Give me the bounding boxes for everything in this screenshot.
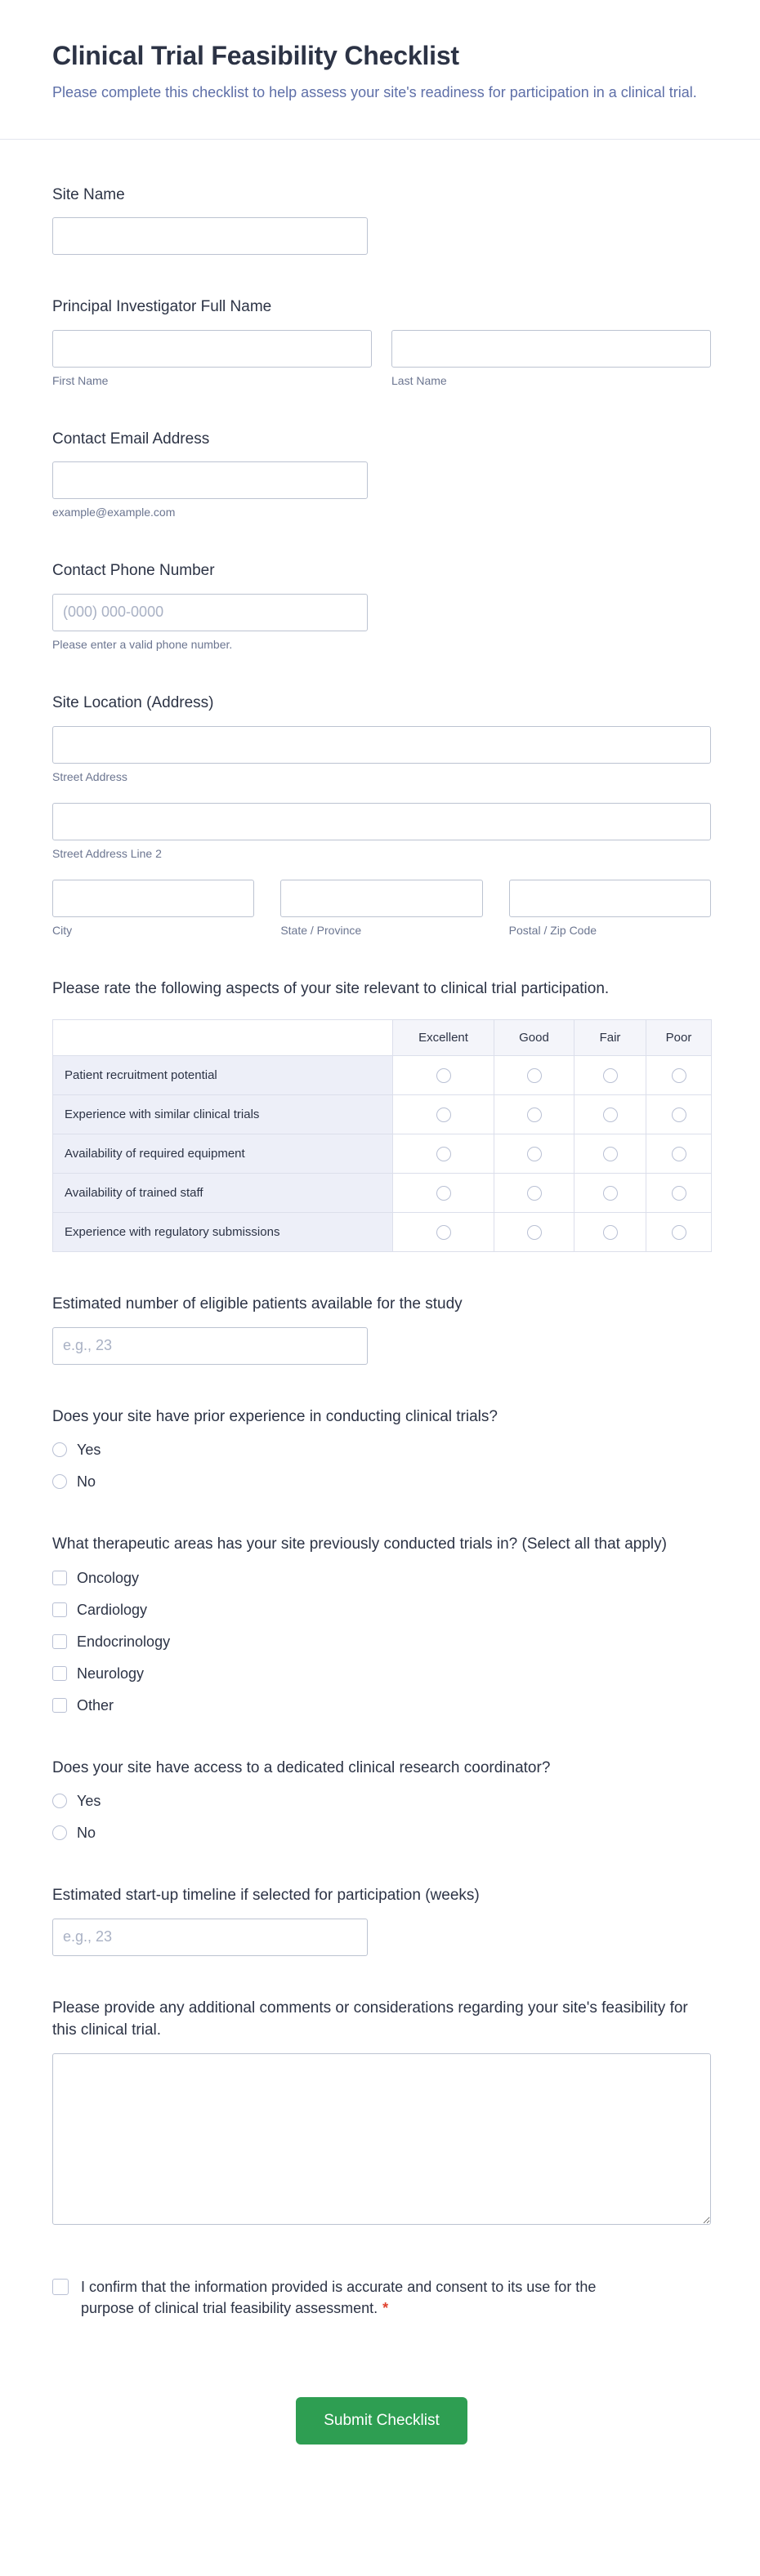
endocrinology-checkbox[interactable] <box>52 1634 67 1649</box>
matrix-radio-equipment-good[interactable] <box>527 1147 542 1161</box>
site-name-label: Site Name <box>52 185 125 203</box>
matrix-radio-equipment-excellent[interactable] <box>436 1147 451 1161</box>
street-address2-input[interactable] <box>52 803 711 840</box>
prior-experience-label: Does your site have prior experience in conducting clinical trials? <box>52 1407 498 1425</box>
field-eligible-patients <box>52 1293 711 1365</box>
option-label: Yes <box>77 1793 101 1810</box>
email-sublabel: example@example.com <box>52 506 176 519</box>
option-label: No <box>77 1825 96 1842</box>
consent-text <box>81 2276 608 2319</box>
comments-label: Please provide any additional comments or considerations regarding your site's feasibility for this clinical trial. <box>52 1999 688 2039</box>
matrix-label: Please rate the following aspects of your site relevant to clinical trial participation. <box>52 979 610 997</box>
matrix-radio-regulatory-poor[interactable] <box>672 1225 686 1240</box>
pi-name-label: Principal Investigator Full Name <box>52 298 272 316</box>
matrix-corner-cell <box>53 1020 393 1056</box>
matrix-radio-staff-good[interactable] <box>527 1186 542 1201</box>
cardiology-checkbox[interactable] <box>52 1602 67 1617</box>
email-input[interactable] <box>52 461 368 499</box>
neurology-checkbox[interactable] <box>52 1666 67 1681</box>
option-label: Endocrinology <box>77 1633 171 1650</box>
matrix-radio-regulatory-excellent[interactable] <box>436 1225 451 1240</box>
form-subtitle: Please complete this checklist to help assess your site's readiness for participation in a clinical trial. <box>52 84 697 100</box>
form-header <box>0 0 760 139</box>
therapeutic-option-neurology[interactable] <box>52 1663 711 1684</box>
eligible-patients-input[interactable] <box>52 1327 368 1365</box>
prior-experience-option-yes[interactable] <box>52 1439 711 1460</box>
option-label: Oncology <box>77 1569 140 1586</box>
coordinator-option-no[interactable] <box>52 1822 711 1843</box>
option-label: Other <box>77 1696 114 1714</box>
field-pi-name <box>52 296 711 387</box>
matrix-radio-recruitment-excellent[interactable] <box>436 1068 451 1083</box>
startup-timeline-input[interactable] <box>52 1919 368 1956</box>
matrix-row-equipment <box>53 1134 712 1174</box>
matrix-row-staff <box>53 1174 712 1213</box>
matrix-radio-similar-good[interactable] <box>527 1108 542 1122</box>
field-comments <box>52 1997 711 2229</box>
matrix-col-header-excellent: Excellent <box>393 1020 494 1056</box>
matrix-radio-regulatory-fair[interactable] <box>603 1225 618 1240</box>
page-title: Clinical Trial Feasibility Checklist <box>52 41 459 70</box>
street-address2-sublabel: Street Address Line 2 <box>52 846 162 860</box>
coordinator-option-yes[interactable] <box>52 1790 711 1812</box>
state-sublabel: State / Province <box>280 923 362 937</box>
option-label: No <box>77 1473 96 1491</box>
field-address <box>52 692 711 937</box>
option-label: Neurology <box>77 1665 145 1682</box>
therapeutic-areas-label: What therapeutic areas has your site previously conducted trials in? (Select all that apply) <box>52 1535 667 1553</box>
eligible-patients-label: Estimated number of eligible patients available for the study <box>52 1295 463 1313</box>
site-name-input[interactable] <box>52 217 368 255</box>
pi-last-name-sublabel: Last Name <box>391 373 447 387</box>
address-label: Site Location (Address) <box>52 693 214 711</box>
zip-sublabel: Postal / Zip Code <box>508 923 597 937</box>
therapeutic-option-oncology[interactable] <box>52 1567 711 1589</box>
matrix-radio-staff-excellent[interactable] <box>436 1186 451 1201</box>
coordinator-label: Does your site have access to a dedicated clinical research coordinator? <box>52 1758 551 1776</box>
matrix-row-label: Availability of required equipment <box>53 1134 393 1174</box>
phone-input[interactable] <box>52 594 368 631</box>
matrix-row-similar-trials <box>53 1095 712 1134</box>
startup-timeline-label: Estimated start-up timeline if selected for participation (weeks) <box>52 1887 480 1905</box>
matrix-radio-similar-poor[interactable] <box>672 1108 686 1122</box>
state-input[interactable] <box>280 880 482 917</box>
street-address-sublabel: Street Address <box>52 769 127 783</box>
therapeutic-option-cardiology[interactable] <box>52 1599 711 1620</box>
therapeutic-option-other[interactable] <box>52 1695 711 1716</box>
matrix-row-label: Experience with regulatory submissions <box>53 1213 393 1252</box>
consent-checkbox[interactable] <box>52 2279 69 2295</box>
field-email <box>52 428 711 519</box>
field-startup-timeline <box>52 1884 711 1956</box>
therapeutic-option-endocrinology[interactable] <box>52 1631 711 1652</box>
matrix-radio-similar-excellent[interactable] <box>436 1108 451 1122</box>
rating-matrix-table <box>52 1019 712 1252</box>
zip-input[interactable] <box>509 880 711 917</box>
street-address-input[interactable] <box>52 726 711 764</box>
required-asterisk: * <box>382 2300 389 2316</box>
matrix-radio-equipment-fair[interactable] <box>603 1147 618 1161</box>
city-input[interactable] <box>52 880 254 917</box>
option-label: Cardiology <box>77 1601 148 1618</box>
submit-button[interactable]: Submit Checklist <box>296 2397 467 2445</box>
city-sublabel: City <box>52 923 73 937</box>
field-therapeutic-areas <box>52 1533 711 1716</box>
matrix-row-recruitment <box>53 1056 712 1095</box>
form-body <box>0 140 760 2502</box>
matrix-col-header-fair: Fair <box>574 1020 646 1056</box>
matrix-col-header-good: Good <box>494 1020 574 1056</box>
field-prior-experience <box>52 1406 711 1493</box>
other-checkbox[interactable] <box>52 1698 67 1713</box>
matrix-row-regulatory <box>53 1213 712 1252</box>
pi-first-name-input[interactable] <box>52 330 372 368</box>
field-site-name <box>52 184 711 256</box>
field-phone <box>52 559 711 651</box>
comments-textarea[interactable] <box>52 2053 711 2225</box>
field-consent <box>52 2276 711 2319</box>
matrix-radio-staff-poor[interactable] <box>672 1186 686 1201</box>
matrix-radio-recruitment-fair[interactable] <box>603 1068 618 1083</box>
matrix-row-label: Experience with similar clinical trials <box>53 1095 393 1134</box>
matrix-row-label: Patient recruitment potential <box>53 1056 393 1095</box>
prior-experience-radio-yes[interactable] <box>52 1442 67 1457</box>
matrix-radio-staff-fair[interactable] <box>603 1186 618 1201</box>
submit-area <box>52 2319 711 2502</box>
option-label: Yes <box>77 1442 101 1459</box>
coordinator-radio-yes[interactable] <box>52 1794 67 1808</box>
pi-first-name-sublabel: First Name <box>52 373 109 387</box>
phone-sublabel: Please enter a valid phone number. <box>52 637 233 651</box>
phone-label: Contact Phone Number <box>52 562 215 580</box>
coordinator-radio-no[interactable] <box>52 1825 67 1840</box>
matrix-radio-similar-fair[interactable] <box>603 1108 618 1122</box>
consent-label: I confirm that the information provided is accurate and consent to its use for the purpose of clinical trial feasibility assessment. <box>81 2278 597 2316</box>
matrix-radio-recruitment-poor[interactable] <box>672 1068 686 1083</box>
email-label: Contact Email Address <box>52 430 210 448</box>
oncology-checkbox[interactable] <box>52 1571 67 1585</box>
matrix-row-label: Availability of trained staff <box>53 1174 393 1213</box>
field-coordinator <box>52 1757 711 1844</box>
pi-last-name-input[interactable] <box>391 330 711 368</box>
matrix-col-header-poor: Poor <box>646 1020 712 1056</box>
matrix-radio-recruitment-good[interactable] <box>527 1068 542 1083</box>
field-rating-matrix <box>52 978 711 1253</box>
prior-experience-option-no[interactable] <box>52 1471 711 1492</box>
matrix-radio-equipment-poor[interactable] <box>672 1147 686 1161</box>
matrix-radio-regulatory-good[interactable] <box>527 1225 542 1240</box>
prior-experience-radio-no[interactable] <box>52 1474 67 1489</box>
